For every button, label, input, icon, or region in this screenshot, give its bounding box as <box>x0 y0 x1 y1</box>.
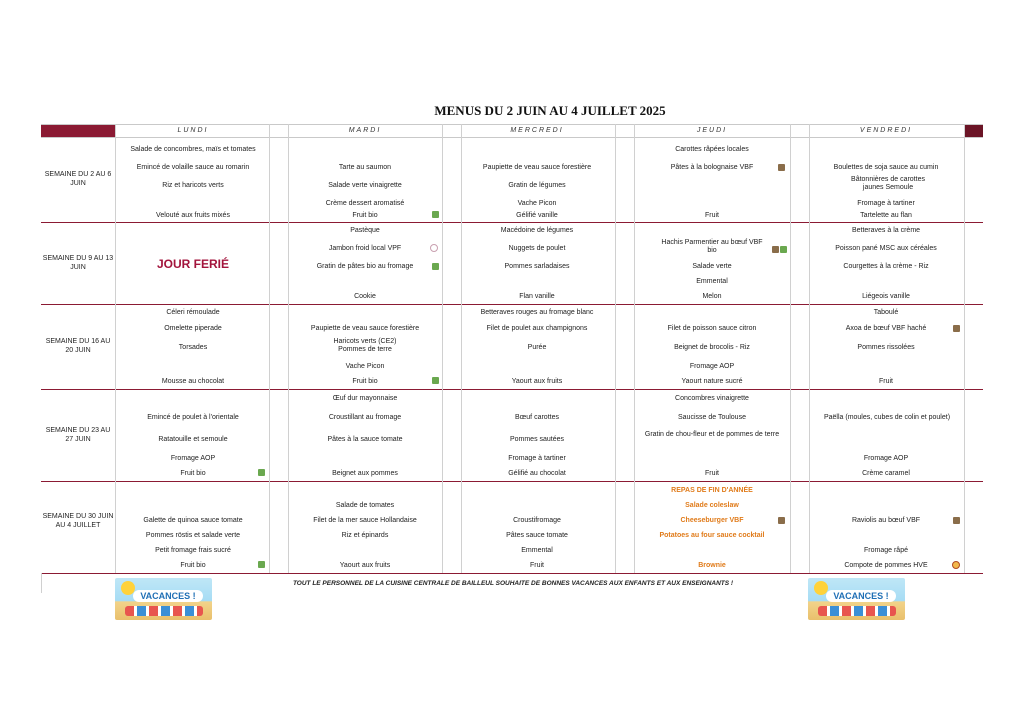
menu-item: Poisson pané MSC aux céréales <box>835 245 937 252</box>
menu-item: Hachis Parmentier au bœuf VBF bio <box>661 239 763 255</box>
menu-item: Yaourt aux fruits <box>511 378 563 385</box>
menu-item: Salade de concombres, maïs et tomates <box>130 146 256 153</box>
week-separator <box>41 304 983 305</box>
menu-item: Pommes rissolées <box>857 344 915 351</box>
menu-item: Betteraves rouges au fromage blanc <box>480 309 594 316</box>
menu-item: Bœuf carottes <box>515 414 559 421</box>
menu-item: Fromage râpé <box>864 547 908 554</box>
bio-logo-icon <box>780 246 787 253</box>
menu-item: Galette de quinoa sauce tomate <box>143 517 243 524</box>
grid-line <box>288 124 289 573</box>
grid-line <box>634 124 635 573</box>
menu-item: Emmental <box>521 547 553 554</box>
grid-line <box>442 124 443 573</box>
menu-item: Pommes sarladaises <box>504 263 570 270</box>
week-label: SEMAINE DU 16 AU 20 JUIN <box>45 338 111 355</box>
menu-item: Axoa de bœuf VBF haché <box>845 325 927 332</box>
grid-line <box>41 124 983 125</box>
vbf-logo-icon <box>953 325 960 332</box>
menu-item: Macédoine de légumes <box>500 227 574 234</box>
menu-item: Melon <box>702 293 722 300</box>
menu-item: Nuggets de poulet <box>508 245 566 252</box>
grid-line <box>269 124 270 573</box>
week-separator <box>41 389 983 390</box>
page-title: MENUS DU 2 JUIN AU 4 JUILLET 2025 <box>434 103 666 118</box>
menu-item: Fruit <box>705 470 719 477</box>
menu-item: Liégeois vanille <box>862 293 910 300</box>
bio-logo-icon <box>432 211 439 218</box>
bio-logo-icon <box>432 377 439 384</box>
menu-item: Salade de tomates <box>335 502 395 509</box>
menu-item: Beignet de brocolis - Riz <box>674 344 750 351</box>
vpf-logo-icon <box>430 244 438 252</box>
menu-item: Riz et haricots verts <box>162 182 224 189</box>
menu-item: Riz et épinards <box>341 532 389 539</box>
menu-item: Flan vanille <box>519 293 555 300</box>
menu-item: Pâtes sauce tomate <box>506 532 568 539</box>
menu-item: Gratin de pâtes bio au fromage <box>316 263 414 270</box>
menu-item: Crème caramel <box>862 470 910 477</box>
grid-line <box>41 137 983 138</box>
menu-item: Croustifromage <box>513 517 561 524</box>
day-header-jeudi: JEUDI <box>696 127 728 134</box>
menu-item: Vache Picon <box>517 200 557 207</box>
menu-item: Petit fromage frais sucré <box>155 547 231 554</box>
vbf-logo-icon <box>772 246 779 253</box>
grid-line <box>115 124 116 573</box>
menu-item: Paupiette de veau sauce forestière <box>310 325 420 332</box>
menu-item: Gratin de chou-fleur et de pommes de terre <box>644 431 780 438</box>
menu-item: Mousse au chocolat <box>161 378 225 385</box>
menu-item: Courgettes à la crème - Riz <box>843 263 929 270</box>
grid-line <box>41 573 42 593</box>
menu-item: Pommes sautées <box>509 436 565 443</box>
week-separator <box>41 222 983 223</box>
children-illustration <box>818 606 896 616</box>
menu-item: Taboulé <box>873 309 899 316</box>
menu-item: Fruit bio <box>180 470 206 477</box>
menu-item: Potatoes au four sauce cocktail <box>659 532 765 539</box>
menu-item: Jambon froid local VPF <box>328 245 402 252</box>
menu-item: Yaourt aux fruits <box>339 562 391 569</box>
menu-item: Pastèque <box>350 227 380 234</box>
header-bar-right <box>964 124 983 137</box>
menu-item: Betteraves à la crème <box>851 227 921 234</box>
vbf-logo-icon <box>953 517 960 524</box>
menu-item: Crème dessert aromatisé <box>325 200 405 207</box>
menu-item: Fromage AOP <box>689 363 735 370</box>
menu-item: Pâtes à la sauce tomate <box>327 436 403 443</box>
menu-item: Fromage AOP <box>863 455 909 462</box>
menu-item: Boulettes de soja sauce au cumin <box>833 164 939 171</box>
menu-item: Œuf dur mayonnaise <box>332 395 398 402</box>
menu-item: Pâtes à la bolognaise VBF <box>670 164 754 171</box>
vacances-badge: VACANCES ! <box>133 590 203 602</box>
grid-line <box>964 124 965 573</box>
menu-item: Ratatouille et semoule <box>158 436 228 443</box>
day-header-mercredi: MERCREDI <box>510 127 564 134</box>
menu-item: Saucisse de Toulouse <box>678 414 746 421</box>
vbf-logo-icon <box>778 164 785 171</box>
menu-item: Gélifié au chocolat <box>508 470 566 477</box>
week-label: SEMAINE DU 23 AU 27 JUIN <box>45 427 111 444</box>
menu-item: Fruit <box>705 212 719 219</box>
menu-item: REPAS DE FIN D'ANNÉE <box>671 487 753 494</box>
vacances-illustration-right <box>808 578 905 620</box>
menu-item: Fruit <box>879 378 893 385</box>
menu-item: Salade verte <box>692 263 732 270</box>
day-header-vendredi: VENDREDI <box>859 127 913 134</box>
menu-item: Paupiette de veau sauce forestière <box>482 164 592 171</box>
holiday-label: JOUR FERIÉ <box>156 257 229 271</box>
menu-item: Raviolis au bœuf VBF <box>851 517 921 524</box>
menu-item: Filet de poisson sauce citron <box>667 325 757 332</box>
menu-item: Fruit bio <box>352 212 378 219</box>
menu-item: Filet de la mer sauce Hollandaise <box>313 517 417 524</box>
menu-item: Pommes röstis et salade verte <box>145 532 241 539</box>
menu-item: Paëlla (moules, cubes de colin et poulet) <box>823 414 951 421</box>
week-label: SEMAINE DU 9 AU 13 JUIN <box>42 255 114 272</box>
menu-item: Tarte au saumon <box>338 164 392 171</box>
menu-item: Cheeseburger VBF <box>680 517 744 524</box>
menu-item: Fromage à tartiner <box>508 455 566 462</box>
menu-item: Carottes râpées locales <box>675 146 749 153</box>
menu-item: Velouté aux fruits mixés <box>156 212 230 219</box>
menu-item: Gratin de légumes <box>508 182 566 189</box>
menu-item: Brownie <box>698 562 726 569</box>
hve-logo-icon <box>952 561 960 569</box>
menu-item: Tartelette au flan <box>860 212 912 219</box>
header-bar-left <box>41 124 115 137</box>
footer-message: TOUT LE PERSONNEL DE LA CUISINE CENTRALE DE BAILLEUL SOUHAITE DE BONNES VACANCES AUX ENFANTS ET AUX ENSEIGNANTS ! <box>292 580 734 587</box>
menu-item: Concombres vinaigrette <box>675 395 749 402</box>
menu-item: Croustillant au fromage <box>328 414 402 421</box>
bio-logo-icon <box>258 561 265 568</box>
vacances-badge: VACANCES ! <box>826 590 896 602</box>
menu-item: Omelette piperade <box>164 325 222 332</box>
menu-item: Purée <box>527 344 547 351</box>
menu-item: Fromage à tartiner <box>857 200 915 207</box>
menu-item: Compote de pommes HVE <box>844 562 928 569</box>
menu-item: Cookie <box>354 293 376 300</box>
menu-item: Bâtonnières de carottes jaunes Semoule <box>851 176 925 192</box>
bio-logo-icon <box>258 469 265 476</box>
menu-item: Yaourt nature sucré <box>681 378 743 385</box>
week-label: SEMAINE DU 30 JUIN AU 4 JUILLET <box>42 513 114 530</box>
menu-item: Céleri rémoulade <box>166 309 220 316</box>
menu-item: Torsades <box>178 344 208 351</box>
vacances-illustration-left <box>115 578 212 620</box>
menu-item: Emincé de volaille sauce au romarin <box>136 164 250 171</box>
week-label: SEMAINE DU 2 AU 6 JUIN <box>44 171 112 188</box>
menu-item: Filet de poulet aux champignons <box>486 325 588 332</box>
menu-item: Emmental <box>696 278 728 285</box>
menu-item: Salade coleslaw <box>685 502 739 509</box>
day-header-lundi: LUNDI <box>177 127 209 134</box>
menu-item: Fruit bio <box>180 562 206 569</box>
menu-item: Fruit bio <box>352 378 378 385</box>
menu-item: Fromage AOP <box>170 455 216 462</box>
menu-item: Vache Picon <box>345 363 385 370</box>
grid-line <box>790 124 791 573</box>
vbf-logo-icon <box>778 517 785 524</box>
bio-logo-icon <box>432 263 439 270</box>
menu-item: Salade verte vinaigrette <box>328 182 402 189</box>
grid-line <box>615 124 616 573</box>
menu-item: Fruit <box>530 562 544 569</box>
menu-item: Haricots verts (CE2) Pommes de terre <box>333 338 397 354</box>
week-separator <box>41 481 983 482</box>
menu-item: Beignet aux pommes <box>332 470 398 477</box>
menu-item: Gélifié vanille <box>516 212 558 219</box>
day-header-mardi: MARDI <box>348 127 382 134</box>
children-illustration <box>125 606 203 616</box>
week-separator <box>41 573 983 574</box>
menu-item: Emincé de poulet à l'orientale <box>147 414 239 421</box>
